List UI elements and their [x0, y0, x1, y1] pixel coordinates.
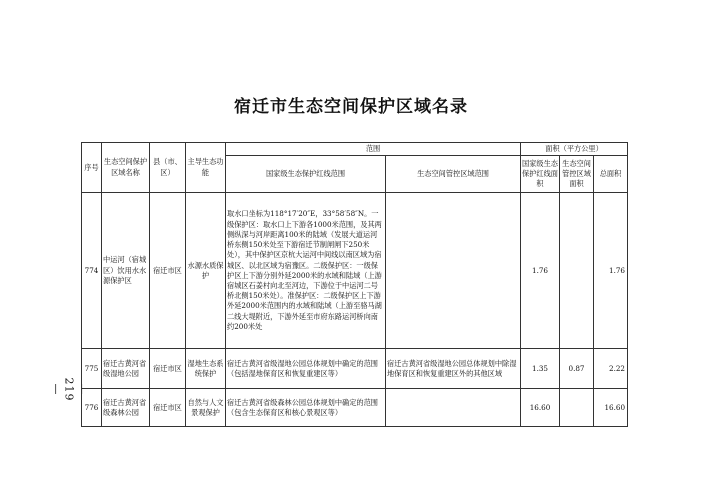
header-area-total: 总面积 — [594, 156, 628, 193]
row-seq: 775 — [82, 349, 102, 389]
row-national-scope: 宿迁古黄河省级森林公园总体规划中确定的范围（包含生态保育区和核心景观区等） — [226, 389, 386, 427]
page-number: — 219 — — [49, 377, 89, 402]
header-area-national: 国家级生态保护红线面积 — [521, 156, 560, 193]
header-name: 生态空间保护区域名称 — [102, 143, 150, 193]
header-function: 主导生态功能 — [186, 143, 226, 193]
header-row-1 — [82, 143, 628, 156]
row-control-scope: 宿迁古黄河省级湿地公园总体规划中除湿地保育区和恢复重建区外的其他区域 — [386, 349, 521, 389]
row-control-scope — [386, 193, 521, 349]
row-area-total: 1.76 — [594, 193, 628, 349]
row-function: 湿地生态系统保护 — [186, 349, 226, 389]
row-area-national: 16.60 — [521, 389, 560, 427]
row-area-control: 0.87 — [560, 349, 594, 389]
row-national-scope: 宿迁古黄河省级湿地公园总体规划中确定的范围（包括湿地保育区和恢复重建区等） — [226, 349, 386, 389]
table-row — [82, 349, 628, 389]
row-name: 中运河（宿城区）饮用水水源保护区 — [102, 193, 150, 349]
row-name: 宿迁古黄河省级森林公园 — [102, 389, 150, 427]
row-district: 宿迁市区 — [150, 389, 186, 427]
row-seq: 774 — [82, 193, 102, 349]
header-seq: 序号 — [82, 143, 102, 193]
row-district: 宿迁市区 — [150, 349, 186, 389]
row-district: 宿迁市区 — [150, 193, 186, 349]
row-name: 宿迁古黄河省级湿地公园 — [102, 349, 150, 389]
header-area-control: 生态空间管控区域面积 — [560, 156, 594, 193]
header-district: 县（市、区） — [150, 143, 186, 193]
row-area-national: 1.35 — [521, 349, 560, 389]
row-function: 自然与人文景观保护 — [186, 389, 226, 427]
row-national-scope: 取水口坐标为118°17′20″E，33°58′58″N。一级保护区：取水口上下游各1000米范围，及其两侧纵深与河岸距离100米的陆域（发展大道运河桥东侧150米处至下游宿迁节制闸闸下250米处），其中保护区京杭大运河中间线以南区域为宿城区、以北区域为宿豫区。二级保护区：一级保护区上下游分别外延2000米的水域和陆域（上游宿城区石姜村向北至河边，下游位于中运河二号桥北侧150米处）。准保护区：二级保护区上下游外延2000米范围内的水域和陆域（上游至骆马湖二线大堤附近，下游外延至市府东路运河桥向南约200米处 — [226, 193, 386, 349]
table-row — [82, 193, 628, 349]
header-scope: 范围 — [226, 143, 521, 156]
row-area-total: 16.60 — [594, 389, 628, 427]
row-area-control — [560, 193, 594, 349]
row-function: 水源水质保护 — [186, 193, 226, 349]
row-area-control — [560, 389, 594, 427]
page-title: 宿迁市生态空间保护区域名录 — [234, 97, 468, 117]
header-control-scope: 生态空间管控区域范围 — [386, 156, 521, 193]
header-area: 面积（平方公里） — [521, 143, 628, 156]
row-seq: 776 — [82, 389, 102, 427]
row-area-total: 2.22 — [594, 349, 628, 389]
header-national-scope: 国家级生态保护红线范围 — [226, 156, 386, 193]
row-area-national: 1.76 — [521, 193, 560, 349]
catalog-table — [81, 142, 628, 427]
row-control-scope — [386, 389, 521, 427]
table-row — [82, 389, 628, 427]
